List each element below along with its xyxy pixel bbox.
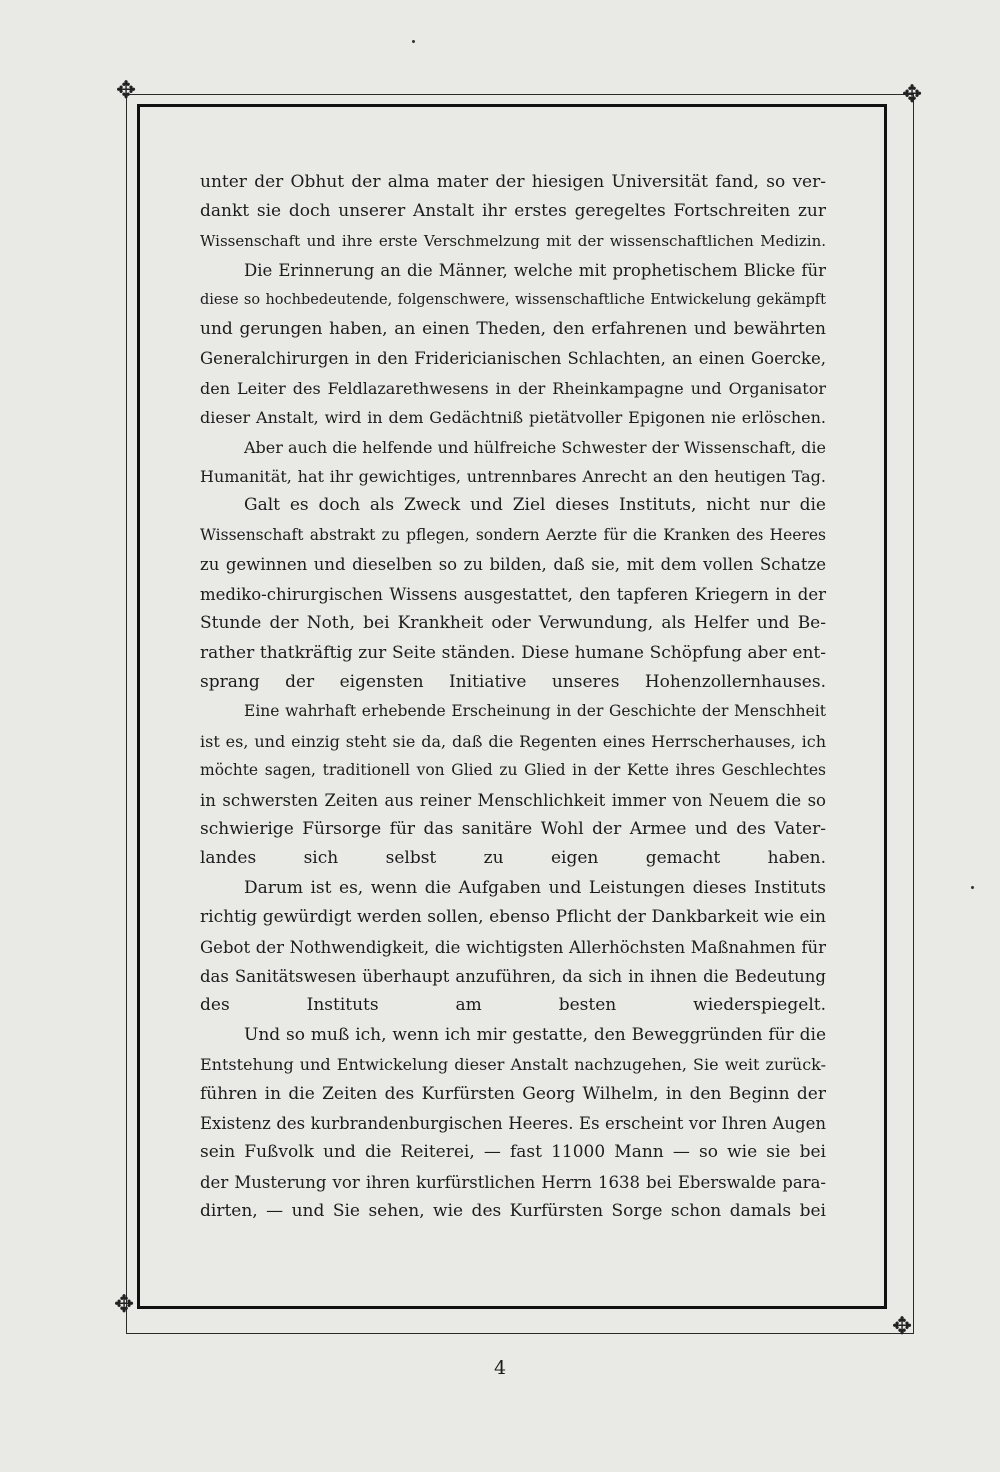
speck-mark: [412, 40, 415, 43]
text-line: Gebot der Nothwendigkeit, die wichtigsten Allerhöchsten Maßnahmen für: [200, 937, 826, 957]
text-line: den Leiter des Feldlazarethwesens in der Rheinkampagne und Organisator: [200, 378, 826, 398]
text-line: ist es, und einzig steht sie da, daß die Regenten eines Herrscherhauses, ich: [200, 731, 826, 751]
text-line: führen in die Zeiten des Kurfürsten Georg Wilhelm, in den Beginn der: [200, 1083, 826, 1104]
text-line: landes sich selbst zu eigen gemacht haben.: [200, 848, 826, 869]
corner-ornament-top-right: ✥: [901, 80, 923, 108]
text-line: mediko-chirurgischen Wissens ausgestattet, den tapferen Kriegern in der: [200, 584, 826, 604]
text-line: dirten, — und Sie sehen, wie des Kurfürsten Sorge schon damals bei: [200, 1201, 826, 1222]
corner-ornament-bottom-left: ✥: [113, 1290, 135, 1318]
text-line: des Instituts am besten wiederspiegelt.: [200, 995, 826, 1016]
text-line: möchte sagen, traditionell von Glied zu Glied in der Kette ihres Geschlechtes: [200, 761, 826, 780]
text-line: Humanität, hat ihr gewichtiges, untrennbares Anrecht an den heutigen Tag.: [200, 467, 826, 487]
text-line: das Sanitätswesen überhaupt anzuführen, da sich in ihnen die Bedeutung: [200, 966, 826, 986]
text-line: Eine wahrhaft erhebende Erscheinung in der Geschichte der Menschheit: [244, 702, 826, 721]
text-line: Wissenschaft abstrakt zu pflegen, sondern Aerzte für die Kranken des Heeres: [200, 525, 826, 544]
corner-ornament-top-left: ✥: [115, 76, 137, 104]
text-line: Darum ist es, wenn die Aufgaben und Leistungen dieses Instituts: [244, 877, 826, 898]
text-line: zu gewinnen und dieselben so zu bilden, daß sie, mit dem vollen Schatze: [200, 555, 826, 575]
text-line: Generalchirurgen in den Fridericianischen Schlachten, an einen Goercke,: [200, 349, 826, 369]
speck-mark: [971, 886, 974, 889]
text-line: und gerungen haben, an einen Theden, den erfahrenen und bewährten: [200, 319, 826, 340]
text-line: Stunde der Noth, bei Krankheit oder Verwundung, als Helfer und Be-: [200, 613, 826, 634]
corner-ornament-bottom-right: ✥: [891, 1312, 913, 1340]
text-line: unter der Obhut der alma mater der hiesigen Universität fand, so ver-: [200, 172, 826, 192]
text-line: sprang der eigensten Initiative unseres Hohenzollernhauses.: [200, 671, 826, 692]
text-line: der Musterung vor ihren kurfürstlichen Herrn 1638 bei Eberswalde para-: [200, 1172, 826, 1192]
text-line: Galt es doch als Zweck und Ziel dieses Instituts, nicht nur die: [244, 495, 826, 516]
text-line: Entstehung und Entwickelung dieser Anstalt nachzugehen, Sie weit zurück-: [200, 1055, 826, 1075]
text-line: dankt sie doch unserer Anstalt ihr erstes geregeltes Fortschreiten zur: [200, 201, 826, 222]
text-line: richtig gewürdigt werden sollen, ebenso Pflicht der Dankbarkeit wie ein: [200, 907, 826, 928]
page-number: 4: [493, 1357, 507, 1379]
text-line: Aber auch die helfende und hülfreiche Schwester der Wissenschaft, die: [244, 437, 826, 457]
text-line: Die Erinnerung an die Männer, welche mit prophetischem Blicke für: [244, 261, 826, 281]
text-line: schwierige Fürsorge für das sanitäre Wohl der Armee und des Vater-: [200, 818, 826, 839]
text-line: rather thatkräftig zur Seite ständen. Diese humane Schöpfung aber ent-: [200, 642, 826, 663]
text-line: in schwersten Zeiten aus reiner Menschlichkeit immer von Neuem die so: [200, 790, 826, 810]
text-line: Wissenschaft und ihre erste Verschmelzung mit der wissenschaftlichen Medizin.: [200, 231, 826, 250]
text-line: sein Fußvolk und die Reiterei, — fast 11000 Mann — so wie sie bei: [200, 1142, 826, 1163]
body-text: [200, 168, 826, 1227]
text-line: diese so hochbedeutende, folgenschwere, wissenschaftliche Entwickelung gekämpft: [200, 291, 826, 308]
text-line: Und so muß ich, wenn ich mir gestatte, den Beweggründen für die: [244, 1024, 826, 1045]
text-line: Existenz des kurbrandenburgischen Heeres. Es erscheint vor Ihren Augen: [200, 1114, 826, 1133]
text-line: dieser Anstalt, wird in dem Gedächtniß pietätvoller Epigonen nie erlöschen.: [200, 408, 826, 428]
